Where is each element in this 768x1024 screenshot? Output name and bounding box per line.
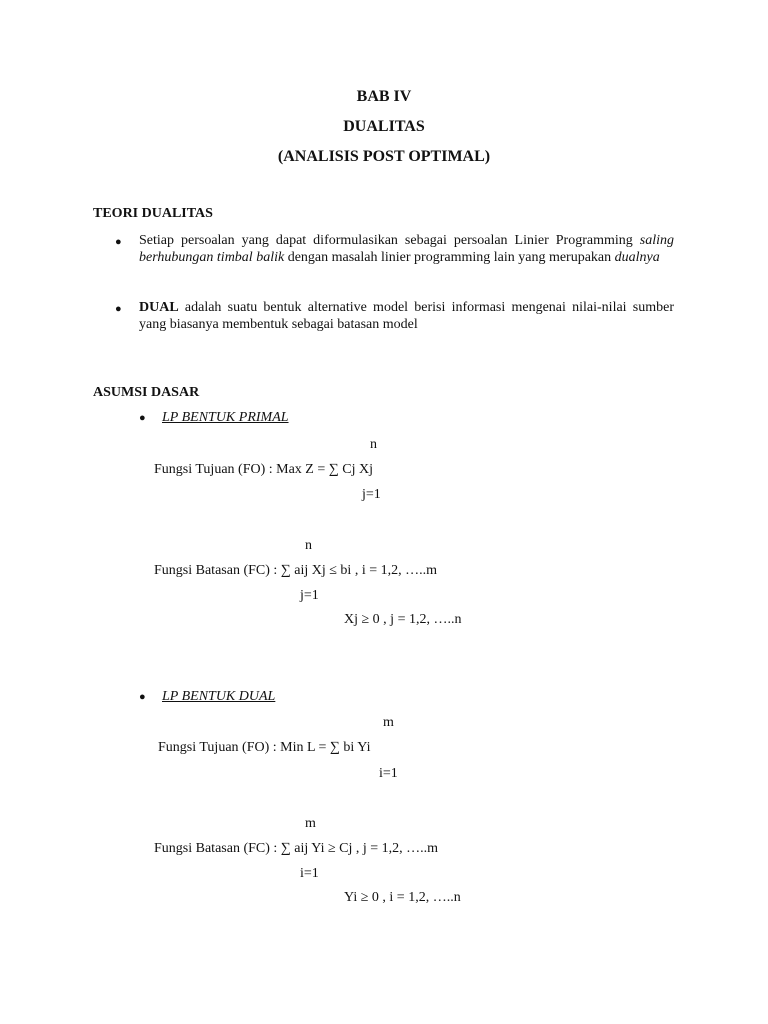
dual-constraint-function: Fungsi Batasan (FC) : ∑ aij Yi ≥ Cj , j = 1,2, …..m — [154, 841, 439, 856]
section-heading-asumsi: ASUMSI DASAR — [93, 385, 200, 400]
bullet-icon: ● — [115, 303, 122, 315]
teori-p1-italic-b: dualnya — [614, 249, 660, 265]
teori-paragraph-1 — [139, 233, 674, 266]
dual-fc-lower-limit: i=1 — [300, 866, 319, 881]
bullet-icon: ● — [139, 412, 146, 424]
primal-fo-lower-limit: j=1 — [362, 487, 381, 502]
dual-label: LP BENTUK DUAL — [162, 689, 276, 704]
teori-p1-italic-a: saling berhubungan timbal balik — [139, 233, 674, 265]
dual-fo-lower-limit: i=1 — [379, 766, 398, 781]
teori-p1-text-b: dengan masalah linier programming lain yang merupakan — [284, 249, 615, 265]
teori-p1-text-a: Setiap persoalan yang dapat diformulasikan sebagai persoalan Linier Programming — [139, 233, 640, 248]
teori-paragraph-2 — [139, 300, 674, 333]
dual-objective-function: Fungsi Tujuan (FO) : Min L = ∑ bi Yi — [158, 740, 371, 755]
primal-nonnegativity: Xj ≥ 0 , j = 1,2, …..n — [344, 612, 462, 627]
bullet-icon: ● — [115, 236, 122, 248]
teori-p2-bold: DUAL — [139, 300, 179, 315]
primal-constraint-function: Fungsi Batasan (FC) : ∑ aij Xj ≤ bi , i = 1,2, …..m — [154, 563, 438, 578]
dual-fo-upper-limit: m — [383, 715, 394, 730]
page-title: DUALITAS — [343, 118, 425, 135]
dual-fc-upper-limit: m — [305, 816, 316, 831]
page-subtitle: (ANALISIS POST OPTIMAL) — [277, 148, 491, 165]
primal-fc-upper-limit: n — [305, 538, 312, 553]
dual-nonnegativity: Yi ≥ 0 , i = 1,2, …..n — [344, 890, 461, 905]
chapter-label: BAB IV — [356, 88, 412, 105]
primal-fo-upper-limit: n — [370, 437, 377, 452]
primal-fc-lower-limit: j=1 — [300, 588, 319, 603]
section-heading-teori: TEORI DUALITAS — [93, 206, 213, 221]
primal-objective-function: Fungsi Tujuan (FO) : Max Z = ∑ Cj Xj — [154, 462, 373, 477]
teori-p2-text: adalah suatu bentuk alternative model berisi informasi mengenai nilai-nilai sumber yang biasanya membentuk sebagai batasan model — [139, 300, 674, 332]
bullet-icon: ● — [139, 691, 146, 703]
primal-label: LP BENTUK PRIMAL — [162, 410, 289, 425]
